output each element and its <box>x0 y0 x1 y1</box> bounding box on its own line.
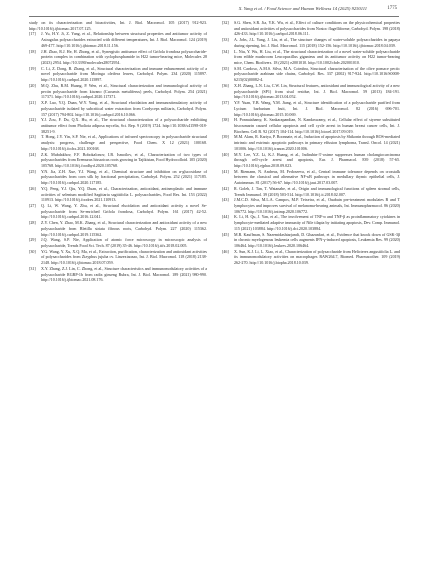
reference-text: M.M. Alam, R. Kariya, P. Boonnate, et al., Induction of apoptosis by Shikonin through ROS-mediated intrinsic and extrinsic apoptotic pathways in primary effusion lymphoma, Transl. Oncol. 14 (2021) 101006. http://10.1016/j.tranon.2020.101006. <box>234 134 400 151</box>
journal-citation: X. Yang et al. / Food Science and Human Wellness 14 (2025) 9250111 <box>238 6 367 11</box>
reference-text: Y.J. Zou, F. Du, Q.X. Hu, et al., The structural characterization of a polysaccharide exhibiting antitumor effect from Pholiota adiposa mycelia, Sci. Rep. 9 (2019) 1724. http://10.1038/s41598-018-38251-9. <box>41 117 207 134</box>
reference-entry <box>222 134 400 151</box>
reference-entry <box>222 152 400 169</box>
reference-text: X.P. Luo, Y.Q. Duan, W.Y. Yang, et al., Structural elucidation and immunostimulatory activity of polysaccharide isolated by subcritical water extraction from Cordyceps militaris, Carbohyd. Polym. 157 (2017) 794-802. http://10.1016/j.carbpol.2016.10.066. <box>41 100 207 117</box>
reference-text: X.H. Zhang, L.N. Liu, C.W. Lin, Structural features, antioxidant and immunological activity of a new polysaccharide (SP1) from sisal residue, Int. J. Biol. Macromol. 59 (2013) 184-191. http://10.1016/j.ijbiomac.2013.04.052. <box>234 82 400 100</box>
reference-number: [22] <box>29 117 36 123</box>
reference-continuation <box>29 20 207 31</box>
reference-entry <box>29 49 207 66</box>
reference-number: [39] <box>222 134 229 140</box>
reference-text: Y.G. Wang, Y. Xu, X.Q. Ma, et al., Extraction, purification, characterization and antioxidant activities of polysaccharides from Zizyphus jujuba cv. Linzexiaozao, Int. J. Biol. Macromol. 118 (2018) 2138-2148. http://10.1016/j.ijbiomac.2018.07.059. <box>41 248 207 266</box>
reference-entry <box>222 49 400 66</box>
reference-number: [43] <box>222 197 229 203</box>
reference-number: [35] <box>222 65 229 71</box>
reference-text: K. Li, H. Qu, J. Yan, et al., The involvement of TNF-α and TNF-β as proinflammatory cytokines in lymphocyte-mediated adaptive immunity of Nile tilapia by initiating apoptosis, Dev. Comp. Immunol. 115 (2021) 103884. http://10.1016/j.dci.2020.103884. <box>234 214 400 231</box>
reference-number: [21] <box>29 100 36 106</box>
reference-number: [40] <box>222 151 229 157</box>
reference-text: Q. Li, W. Wang, Y. Zhu, et al., Structural elucidation and antioxidant activity a novel Se-polysaccharide from Se-enriched Grifola frondosa, Carbohyd. Polym. 161 (2017) 42-52. http://10.1016/j.carbpol.2016.12.041. <box>41 203 207 220</box>
reference-number: [42] <box>222 185 229 191</box>
page-number: 1775 <box>387 6 397 11</box>
reference-number: [44] <box>222 214 229 220</box>
reference-entry <box>29 266 207 283</box>
reference-entry <box>222 186 400 197</box>
reference-entry <box>222 20 400 37</box>
reference-number: [24] <box>29 151 36 157</box>
reference-text: H. Ponnaiahamy, K. Sankarapandian, N. Kandaswamy, et al., Cellular effect of styrene substituted biscoumarin caused cellular apoptosis and cell cycle arrest in human breast cancer cells, Int. J. Biochem. Cell B. 92 (2017) 104-114. http://10.1016/j.biocel.2017.09.019. <box>234 117 400 134</box>
reference-entry <box>29 100 207 117</box>
reference-number: [37] <box>222 100 229 106</box>
reference-number: [26] <box>29 185 36 191</box>
reference-number: [17] <box>29 31 36 37</box>
reference-text: S.M. Cardoso, A.M.S. Silva, M.A. Coimbra, Structural characterisation of the olive pomace pectic polysaccharide arabinan side chains, Carbohyd. Res. 337 (2002) 917-924. http://10.1016/S0008-6215(02)00082-4. <box>234 65 400 83</box>
reference-number: [19] <box>29 65 36 71</box>
references-left-column <box>29 20 207 283</box>
reference-text: Y.Q. Peng, Y.J. Qiu, Y.Q. Duan, et al., Characterization, antioxidant, antineoplastic and immune activities of selenium modified Sagittaria sagittifolia L. polysaccharides, Food Res. Int. 153 (2022) 110913. http://10.1016/j.foodres.2021.110913. <box>41 185 207 203</box>
header-rule <box>29 16 399 17</box>
reference-entry <box>222 117 400 134</box>
reference-text: C. Li, Z. Dong, B. Zhang, et al., Structural characterization and immune enhancement activity of a novel polysaccharide from Moringa oleifera leaves, Carbohyd. Polym. 234 (2020) 115897. http://10.1016/j.carbpol.2020.115897. <box>41 65 207 83</box>
reference-text: Z.Y. Chen, Y. Zhao, M.K. Zhang, et al., Structural characterization and antioxidant activity of a new polysaccharide from Bletilla striata fibrous roots, Carbohyd. Polym. 227 (2020) 115362. http://10.1016/j.carbpol.2019.115362. <box>41 220 207 237</box>
reference-number: [31] <box>29 265 36 271</box>
reference-text: A. Jobs, J.L. Yang, J. Liu, et al., The structure changes of water-soluble polysaccharides in papaya during ripening, Int. J. Biol. Macromol. 115 (2018) 152-156. http://10.1016/j.ijbiomac.2018.04.039. <box>234 37 400 48</box>
reference-number: [46] <box>222 248 229 254</box>
reference-entry <box>29 220 207 237</box>
reference-number: [25] <box>29 168 36 174</box>
reference-text: J.M.C.D. Silva, M.L.A. Campos, M.P. Teixeira, et al., Ouabain pre-treatment modulates B and T lymphocytes and improves survival of melanoma-bearing animals, Int. Immunopharmacol. 86 (2020) 106772. http://10.1016/j.intimp.2020.106772. <box>234 197 400 214</box>
reference-number: [41] <box>222 168 229 174</box>
reference-number: [28] <box>29 220 36 226</box>
reference-entry <box>29 186 207 203</box>
reference-text: X. Sun, K.J. Li, L. Xiao, et al., Characterization of polysaccharide from Helicteres angustifolia L. and its immunomodulatory activities on macrophages RAW264.7, Biomed. Pharmacother. 109 (2019) 262-270. http://10.1016/j.biopha.2018.10.039. <box>234 248 400 266</box>
reference-entry <box>222 197 400 214</box>
running-header <box>0 6 427 16</box>
reference-text: J.Q. Wang, S.P. Nie, Application of atomic force microscopy in microscopic analysis of polysaccharide, Trends Food Sci. Tech. 87 (2019) 35-46. http://10.1016/j.tifs.2018.02.005. <box>41 237 207 249</box>
reference-text: R. Goleb, J. Tan, T. Watanabe, et al., Origin and immunological functions of spleen stromal cells, Trends Immunol. 39 (2018) 503-514. http://10.1016/j.it.2018.02.007. <box>234 185 400 197</box>
reference-entry <box>222 249 400 266</box>
reference-number: [30] <box>29 248 36 254</box>
reference-text: Y.F. Yuan, Y.B. Wang, Y.M. Jiang, et al., Structure identification of a polysaccharide purified from Lycium barbarium fruit, Int. J. Biol. Macromol. 82 (2016) 696-701. http://10.1016/j.ijbiomac.2015.10.069. <box>234 100 400 117</box>
reference-text: M.Q. Zhu, R.M. Huang, P. Wen, et al., Structural characterization and immunological activity of pectin polysaccharide from kiwano (Cucumis metuliferus) peels, Carbohyd. Polym. 254 (2021) 117371. http://10.1016/j.carbpol.2020.117371. <box>41 82 207 100</box>
reference-number: [45] <box>222 231 229 237</box>
reference-text: study on its characterization and bioactivities, Int. J. Biol. Macromol. 105 (2017) 912-923. http://10.1016/j.ijbiomac.2017.07.125. <box>29 20 207 31</box>
reference-text: J. Yu, H.Y. Ji, Z. Yang, et al., Relationship between structural properties and antitumor activity of Astragalus polysaccharides extracted with different temperatures, Int. J. Biol. Macromol. 124 (2019) 469-477. http://10.1016/j.ijbiomac.2018.11.156. <box>41 31 207 48</box>
reference-text: J.H. Zhao, R.J. He, H. Zhong, et al., Synergistic antitumor effect of Grifola frondosa polysaccharide-protein complex in combination with cyclophosphamide in H22 tumor-bearing mice, Molecules 28 (2023) 2954. http://10.3390/molecules28072954. <box>41 48 207 66</box>
reference-text: M. Riemann, N. Andreas, M. Fedoseeva, et al., Central immune tolerance depends on crosstalk between the classical and alternative NF-κB pathways in medullary thymic epithelial cells, J. Autoimmun. 81 (2017) 56-67. http://10.1016/j.jaut.2017.03.007. <box>234 168 400 186</box>
reference-number: [33] <box>222 37 229 43</box>
reference-entry <box>222 83 400 100</box>
reference-entry <box>29 117 207 134</box>
reference-text: Z.K. Mubdakhov, F.F. Bobokalonov, I.B. Ismoilov, et al., Characterization of two types of polysaccharides from Eremurus hissaricus roots growing in Tajikistan, Food Hydrocolloid. 105 (2020) 105768. http://10.1016/j.foodhyd.2020.105768. <box>41 151 207 168</box>
reference-text: M.Y. Lee, Y.Z. Li, K.J. Huang, et al., Indirubin-3′-oxime suppresses human cholangiocarcinoma through cell-cycle arrest and apoptosis, Eur. J. Pharmacol. 839 (2018) 57-65. http://10.1016/j.ejphar.2018.09.023. <box>234 151 400 168</box>
reference-number: [36] <box>222 82 229 88</box>
reference-entry <box>29 83 207 100</box>
reference-number: [20] <box>29 82 36 88</box>
reference-number: [34] <box>222 48 229 54</box>
reference-entry <box>29 31 207 48</box>
reference-entry <box>29 237 207 248</box>
reference-entry <box>29 169 207 186</box>
reference-entry <box>222 66 400 83</box>
reference-number: [27] <box>29 203 36 208</box>
reference-number: [18] <box>29 48 36 54</box>
reference-entry <box>222 100 400 117</box>
reference-text: X.Y. Zhang, Z.J. Lin, C. Zhong, et al., Structure characteristics and immunomodulatory activities of a polysaccharide RGRP-1b from radix ginseng Rubra, Int. J. Biol. Macromol. 189 (2021) 980-990. http://10.1016/j.ijbiomac.2021.08.176. <box>41 265 207 283</box>
reference-entry <box>222 214 400 231</box>
reference-text: L. Niu, Y. Wu, H. Liu, et al., The structural characterization of a novel water-soluble polysaccharide from edible mushroom Leucopaxillus giganteus and its antitumor activity on H22 tumor-bearing mice, Chem. Biodivers. 18 (2021) e2001010. http://10.1002/cbdv.202001010. <box>234 48 400 66</box>
reference-entry <box>29 134 207 151</box>
reference-entry <box>222 169 400 186</box>
reference-text: S.G. Shen, S.R. Jia, Y.K. Wu, et al., Effect of culture conditions on the physicochemical properties and antioxidant activities of polysaccharides from Nostoc flagelliforme, Carbohyd. Polym. 198 (2018) 426-433. http://10.1016/j.carbpol.2018.06.111. <box>234 20 400 37</box>
reference-text: M.R. Kauffman, S. Nazemidashtarjandi, D. Ghazanfari, et al., Evidence that knock down of GSK-3β in chronic myelogenous leukemia cells augments IFN-γ-induced apoptosis, Leukemia Res. 99 (2020) 106464. http://10.1016/j.leukres.2020.106464. <box>234 231 400 249</box>
reference-entry <box>29 249 207 266</box>
reference-entry <box>222 232 400 249</box>
reference-number: [32] <box>222 20 229 25</box>
reference-entry <box>29 152 207 169</box>
reference-text: T. Hong, J.Y. Yin, S.P. Nie, et al., Applications of infrared spectroscopy in polysaccharide structural analysis: progress, challenge and perspective, Food Chem. X 12 (2021) 100168. http://10.1016/j.fochx.2021.100168. <box>41 134 207 151</box>
reference-entry <box>222 37 400 48</box>
reference-entry <box>29 66 207 83</box>
reference-number: [23] <box>29 134 36 140</box>
reference-number: [38] <box>222 117 229 123</box>
references-right-column <box>222 20 400 266</box>
reference-number: [29] <box>29 237 36 243</box>
reference-text: Y.N. Jia, Z.H. Xue, Y.J. Wang, et al., Chemical structure and inhibition on α-glucosidase of polysaccharides from corn silk by fractional precipitation, Carbohyd. Polym. 252 (2021) 117185. http://10.1016/j.carbpol.2020.117185. <box>41 168 207 186</box>
reference-entry <box>29 203 207 220</box>
